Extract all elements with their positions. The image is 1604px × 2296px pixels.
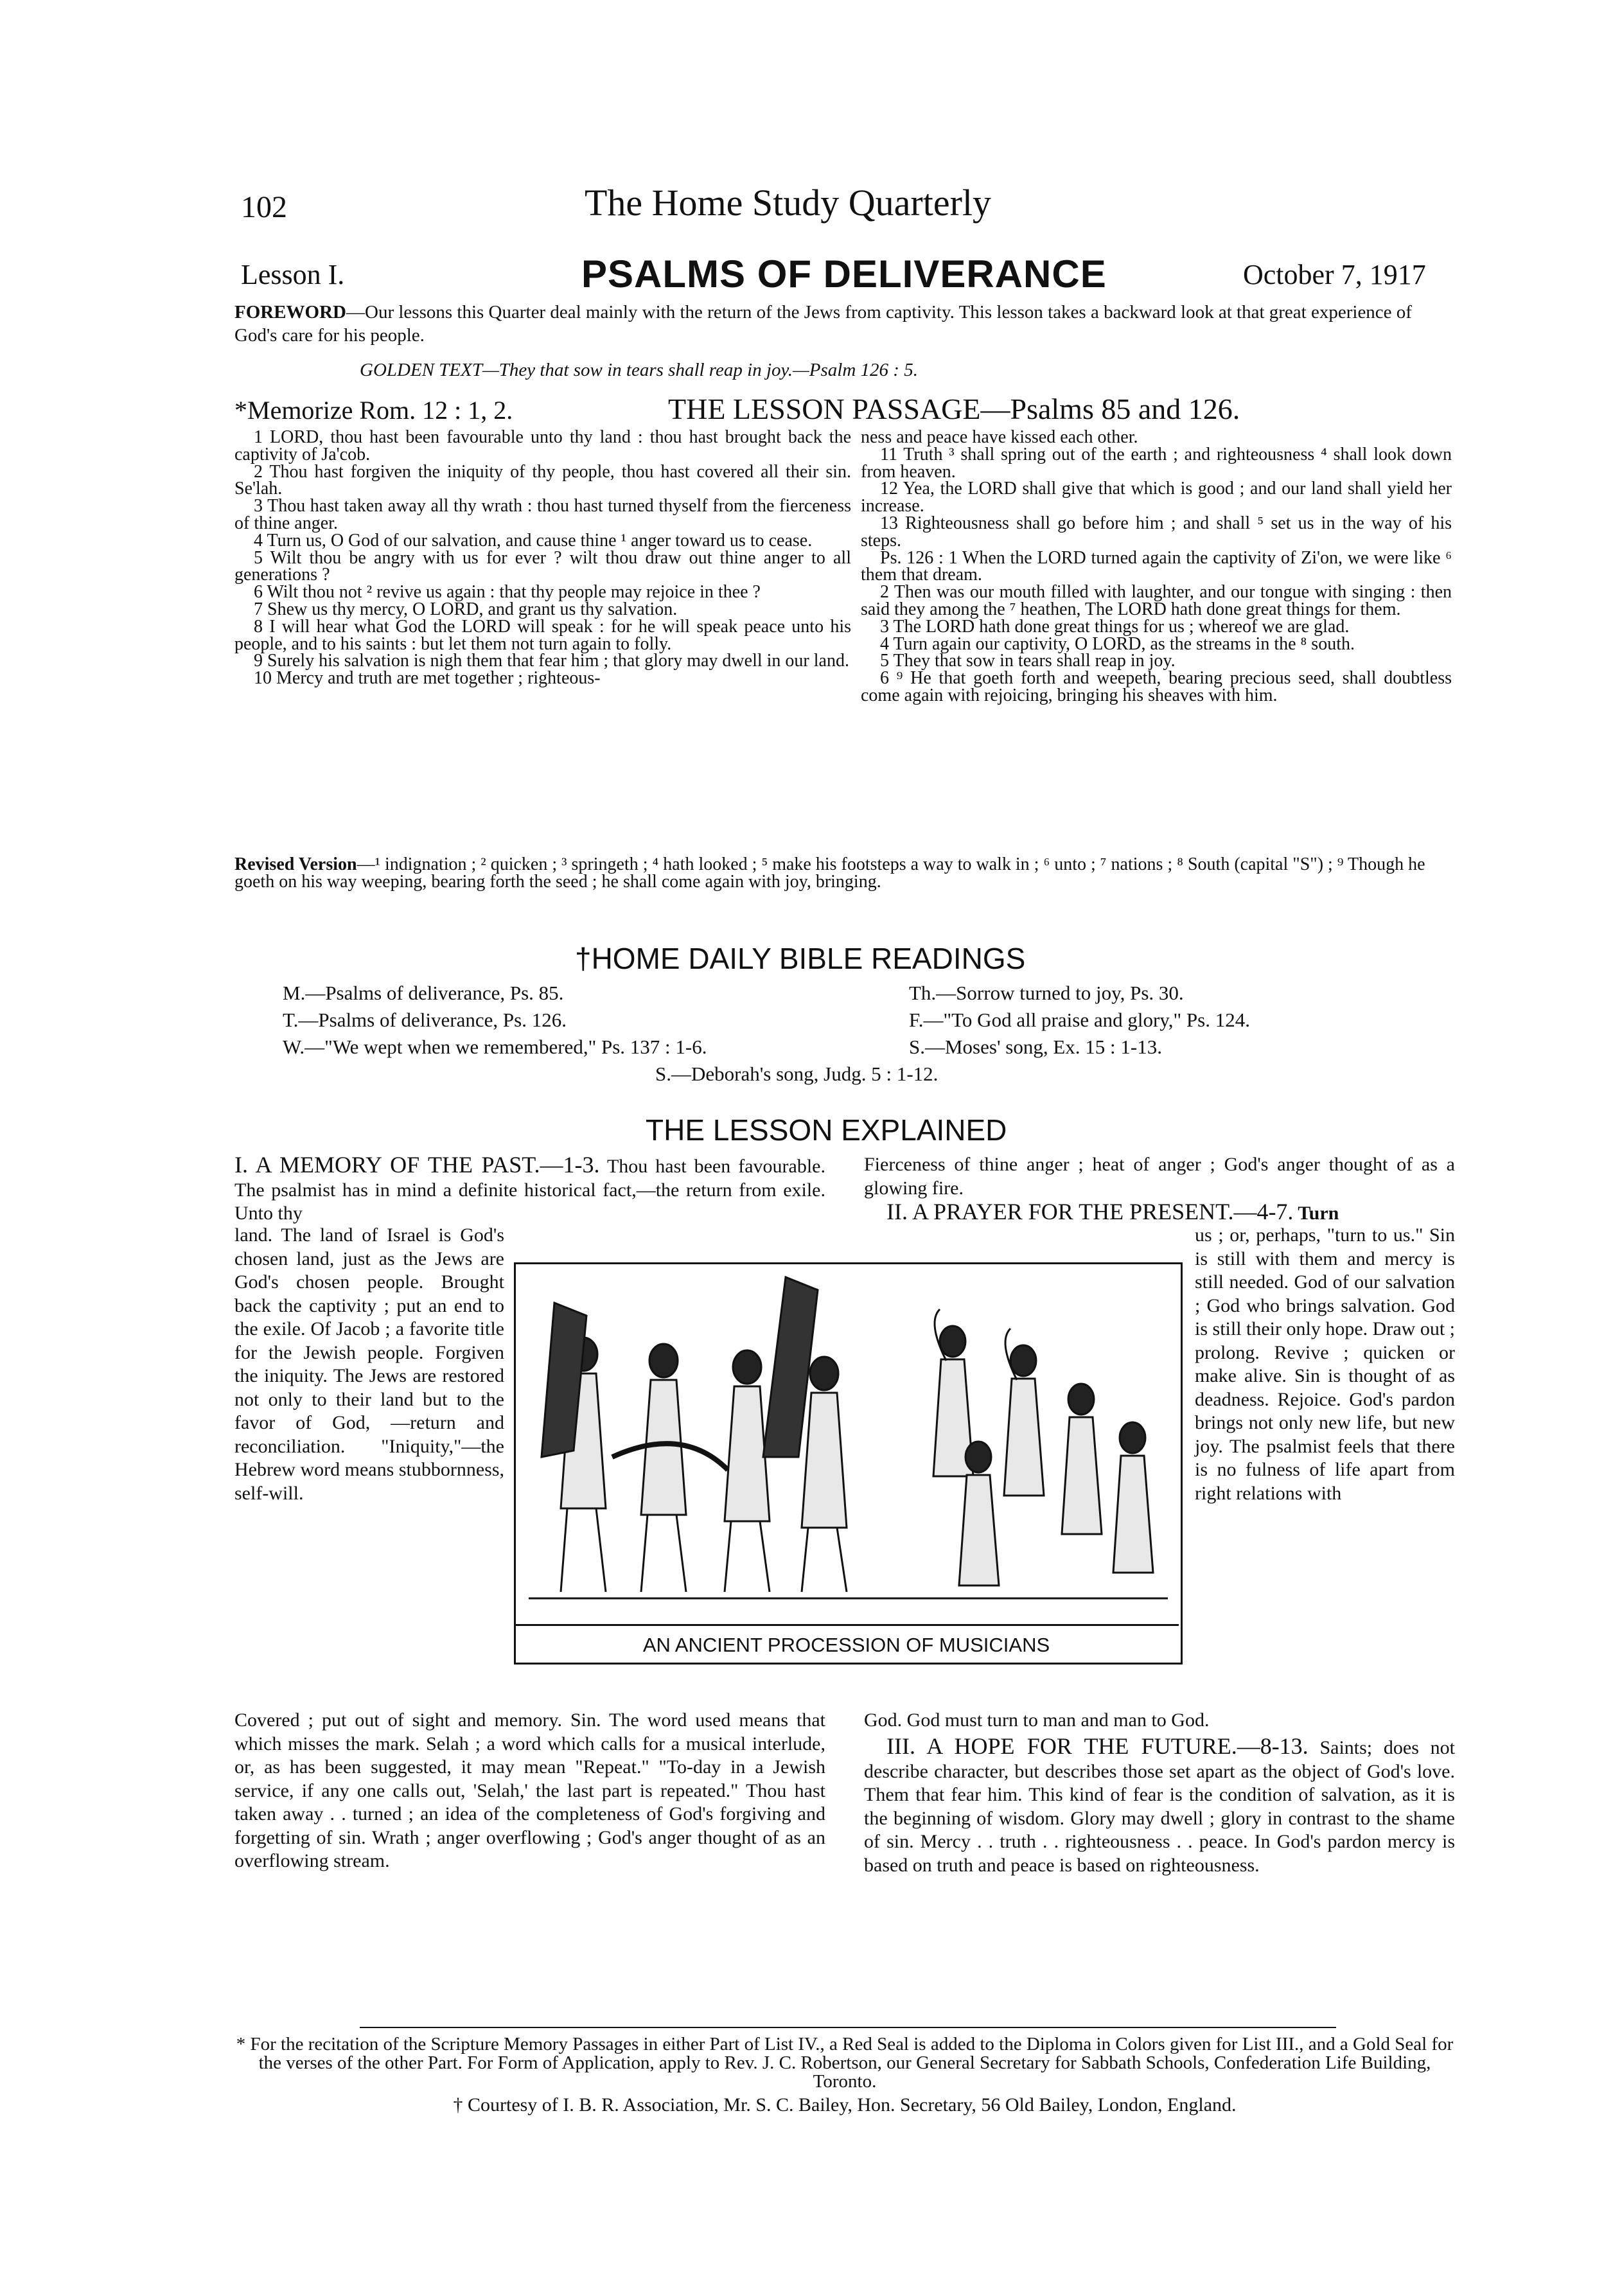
- reading-item: S.—Deborah's song, Judg. 5 : 1-12.: [655, 1063, 939, 1085]
- publication-title: The Home Study Quarterly: [585, 182, 992, 224]
- explained-right-top: Fierceness of thine anger ; heat of anger ; God's anger thought of as a glowing fire.: [864, 1154, 1455, 1199]
- verse: 6 Wilt thou not ² revive us again : that thy people may rejoice in thee ?: [254, 582, 761, 603]
- verse: 7 Shew us thy mercy, O LORD, and grant us thy salvation.: [254, 599, 678, 619]
- verse: 5 Wilt thou be angry with us for ever ? wilt thou draw out thine anger to all generations ?: [234, 547, 851, 585]
- illustration-caption: AN ANCIENT PROCESSION OF MUSICIANS: [514, 1624, 1179, 1665]
- passage-right-column: [861, 429, 1452, 705]
- harpist-figure: [802, 1357, 847, 1592]
- foreword-label: FOREWORD: [234, 302, 346, 322]
- explained-text: Saints; does not describe character, but describes those set apart as the object of God's love. Them that fear him. This kind of fear is the condition of salvation, as it is the beginning of wisdom. Glory may dwell ; glory in contrast to the shame of sin. Mercy . . truth . . righteousness . . peace. In God's pardon mercy is based on truth and peace is based on righteousness.: [864, 1737, 1455, 1876]
- section-heading-1: I. A MEMORY OF THE PAST.—1-3.: [234, 1152, 600, 1178]
- footnote-seal: * For the recitation of the Scripture Memory Passages in either Part of List IV., a Red Seal is added to the Diploma in Colors given for List III., and a Gold Seal for the verses of the other Part. For Form of Application, apply to Rev. J. C. Robertson, our General Secretary for Sabbath Schools, Confederation Life Building, Toronto.: [236, 2034, 1454, 2092]
- foreword-text: —Our lessons this Quarter deal mainly with the return of the Jews from captivity. This lesson takes a backward look at that great experience of God's care for his people.: [234, 302, 1412, 346]
- harpist-figure: [612, 1344, 728, 1592]
- reading-item: W.—"We wept when we remembered," Ps. 137 : 1-6.: [283, 1036, 707, 1058]
- verse: 2 Thou hast forgiven the iniquity of thy people, thou hast covered all their sin. Se'lah.: [234, 461, 851, 499]
- memorize-note: *Memorize Rom. 12 : 1, 2.: [234, 396, 513, 425]
- golden-text: GOLDEN TEXT—They that sow in tears shall reap in joy.—Psalm 126 : 5.: [360, 360, 918, 380]
- verse: ness and peace have kissed each other.: [861, 427, 1138, 447]
- reading-item: F.—"To God all praise and glory," Ps. 124.: [909, 1009, 1250, 1031]
- revised-label: Revised Version: [234, 854, 357, 874]
- lesson-passage-heading: THE LESSON PASSAGE—Psalms 85 and 126.: [668, 393, 1240, 425]
- verse: 10 Mercy and truth are met together ; righteous-: [254, 668, 601, 689]
- verse: 5 They that sow in tears shall reap in joy.: [880, 651, 1176, 671]
- reading-item: M.—Psalms of deliverance, Ps. 85.: [283, 982, 564, 1004]
- verse: 13 Righteousness shall go before him ; and shall ⁵ set us in the way of his steps.: [861, 513, 1452, 551]
- reading-item: T.—Psalms of deliverance, Ps. 126.: [283, 1009, 567, 1031]
- illustration-frame: [514, 1262, 1183, 1665]
- reading-item: Th.—Sorrow turned to joy, Ps. 30.: [909, 982, 1184, 1004]
- harpist-figure: [725, 1277, 818, 1592]
- foreword: [234, 301, 1455, 347]
- procession-illustration: [516, 1264, 1181, 1624]
- lesson-date: October 7, 1917: [1243, 259, 1426, 290]
- lesson-title: PSALMS OF DELIVERANCE: [581, 252, 1107, 296]
- explained-right-head2: [886, 1200, 1455, 1226]
- section-heading-3: III. A HOPE FOR THE FUTURE.—8-13.: [886, 1733, 1309, 1759]
- verse: 8 I will hear what God the LORD will speak : for he will speak peace unto his people, and to his saints : but let them not turn again to folly.: [234, 616, 851, 654]
- verse: 1 LORD, thou hast been favourable unto thy land : thou hast brought back the captivity of Ja'cob.: [234, 427, 851, 464]
- verse: 4 Turn us, O God of our salvation, and cause thine ¹ anger toward us to cease.: [254, 530, 813, 551]
- verse: 3 The LORD hath done great things for us ; whereof we are glad.: [880, 616, 1350, 637]
- explained-right-bottom1: God. God must turn to man and man to God.: [864, 1709, 1210, 1731]
- revised-text: —¹ indignation ; ² quicken ; ³ springeth ; ⁴ hath looked ; ⁵ make his footsteps a way to walk in ; ⁶ unto ; ⁷ nations ; ⁸ South (capital "S") ; ⁹ Though he goeth on his way weeping, bearing forth the seed ; he shall come again with joy, bringing.: [234, 854, 1425, 892]
- verse: 9 Surely his salvation is nigh them that fear him ; that glory may dwell in our land.: [254, 651, 849, 671]
- revised-version-note: [234, 856, 1455, 890]
- harpist-figure: [542, 1303, 606, 1592]
- section-heading-2: II. A PRAYER FOR THE PRESENT.—4-7.: [886, 1199, 1294, 1224]
- explained-text: Thou hast been favourable. The psalmist has in mind a definite historical fact,—the return from exile. Unto thy: [234, 1156, 825, 1224]
- explained-right-bottom2: [864, 1735, 1455, 1877]
- verse: 4 Turn again our captivity, O LORD, as the streams in the ⁸ south.: [880, 633, 1355, 654]
- verse: Ps. 126 : 1 When the LORD turned again the captivity of Zi'on, we were like ⁶ them that dream.: [861, 547, 1452, 585]
- explained-heading: THE LESSON EXPLAINED: [646, 1113, 1007, 1147]
- verse: 6 ⁹ He that goeth forth and weepeth, bearing precious seed, shall doubtless come again with rejoicing, bringing his sheaves with him.: [861, 668, 1452, 705]
- explained-text: Turn: [1293, 1203, 1339, 1224]
- verse: 12 Yea, the LORD shall give that which is good ; and our land shall yield her increase.: [861, 479, 1452, 517]
- page-number: 102: [241, 190, 287, 224]
- explained-left-bottom: Covered ; put out of sight and memory. Sin. The word used means that which misses the mark. Selah ; a word which calls for a musical interlude, or, as has been suggested, it may mean "Repeat." "To-day in a Jewish service, if any one calls out, 'Selah,' the last part is repeated." Thou hast taken away . . turned ; an idea of the completeness of God's forgiving and forgetting of sin. Wrath ; anger overflowing ; God's anger thought of as an overflowing stream.: [234, 1709, 825, 1871]
- verse: 11 Truth ³ shall spring out of the earth ; and righteousness ⁴ shall look down from heaven.: [861, 444, 1452, 482]
- explained-left-top: [234, 1153, 825, 1226]
- footnote-courtesy: † Courtesy of I. B. R. Association, Mr. S. C. Bailey, Hon. Secretary, 56 Old Bailey, London, England.: [453, 2094, 1237, 2115]
- passage-left-column: [234, 429, 851, 687]
- explained-left-narrow: land. The land of Israel is God's chosen land, just as the Jews are God's chosen people. Brought back the captivity ; put an end to the exile. Of Jacob ; a favorite title for the Jewish people. Forgiven the iniquity. The Jews are restored not only to their land but to the favor of God, —return and reconciliation. "Iniquity,"—the Hebrew word means stubbornness, self-will.: [234, 1224, 504, 1504]
- verse: 3 Thou hast taken away all thy wrath : thou hast turned thyself from the fierceness of thine anger.: [234, 496, 851, 533]
- readings-heading: †HOME DAILY BIBLE READINGS: [575, 942, 1026, 975]
- singer-figure: [1062, 1384, 1102, 1534]
- singer-figure: [1004, 1329, 1044, 1496]
- verse: 2 Then was our mouth filled with laughter, and our tongue with singing : then said they among the ⁷ heathen, The LORD hath done great things for them.: [861, 582, 1452, 619]
- footnote-rule: [360, 2027, 1336, 2028]
- singer-figure: [1113, 1422, 1153, 1573]
- lesson-number: Lesson I.: [241, 259, 345, 290]
- reading-item: S.—Moses' song, Ex. 15 : 1-13.: [909, 1036, 1162, 1058]
- explained-right-narrow: us ; or, perhaps, "turn to us." Sin is still with them and mercy is still needed. God of our salvation ; God who brings salvation. God is still their only hope. Draw out ; prolong. Revive ; quicken or make alive. Sin is thought of as deadness. Rejoice. God's pardon brings not only new life, but new joy. The psalmist feels that there is no fulness of life apart from right relations with: [1195, 1224, 1455, 1504]
